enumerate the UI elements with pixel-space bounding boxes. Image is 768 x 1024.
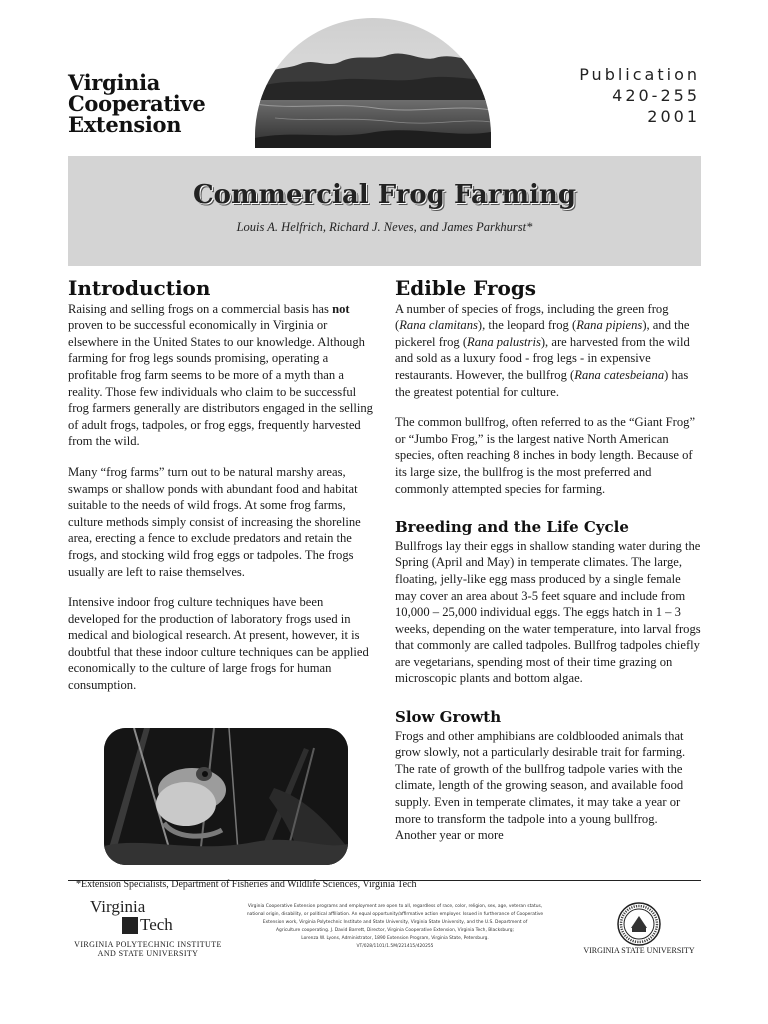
publication-info <box>579 64 700 127</box>
publication-year: 2001 <box>647 107 700 126</box>
vt-logo-word-1: Virginia <box>90 897 146 916</box>
edible-frogs-heading: Edible Frogs <box>395 276 537 300</box>
breeding-paragraph: Bullfrogs lay their eggs in shallow standing water during the Spring (April and May) in temperate climates. The large, floating, jelly-like egg mass produced by a single female may cover an area about 3-5 feet square and include from 10,000 – 25,000 individual eggs. The eggs hatch in 1 – 3 weeks, depending on the water temperature, into larval frogs that commonly are called tadpoles. Bullfrog tadpoles chiefly are vegetarians, spending most of their time grazing on microscopic plants and bottom algae. <box>395 538 701 686</box>
vsu-name: VIRGINIA STATE UNIVERSITY <box>583 946 695 955</box>
vsu-seal-icon <box>617 902 661 946</box>
authors-line: Louis A. Helfrich, Richard J. Neves, and James Parkhurst* <box>236 220 533 234</box>
vt-university-line-2: AND STATE UNIVERSITY <box>97 949 199 958</box>
slow-growth-paragraph: Frogs and other amphibians are coldblooded animals that grow slowly, not a particularly desirable trait for farming. The rate of growth of the bullfrog tadpole varies with the climate, length of the growing season, and available food supply. Even in temperate climates, it may take a year or more to transform the tadpole into a young bullfrog. Another year or more <box>395 728 686 843</box>
brand-line-1: Virginia <box>68 70 161 95</box>
brand-line-3: Extension <box>68 112 182 137</box>
vt-mark-icon <box>122 917 138 934</box>
edible-frogs-paragraph-2: The common bullfrog, often referred to as the “Giant Frog” or “Jumbo Frog,” is the largest native North American species, often reaching 8 inches in body length. Because of its large size, the bullfrog is the most preferred and commonly attempted species for farming. <box>395 415 696 496</box>
virginia-cooperative-extension-logo <box>68 72 268 135</box>
fine-line-2: national origin, disability, or political affiliation. An equal opportunity/affirmative action employer. Issued in furtherance of Cooperative <box>246 912 544 917</box>
intro-paragraph-3: Intensive indoor frog culture techniques have been developed for the production of laboratory frogs used in medical and biological research. At present, however, it is doubtful that these indoor culture techniques can be applied economically to the culture of large frogs for human consumption. <box>68 595 369 693</box>
fine-line-3: Extension work, Virginia Polytechnic Institute and State University, Virginia State University, and the U.S. Department of <box>262 920 528 925</box>
author-footnote: *Extension Specialists, Department of Fisheries and Wildlife Sciences, Virginia Tech <box>76 879 417 890</box>
species-name: Rana pipiens <box>576 318 643 333</box>
nondiscrimination-fine-print <box>220 903 570 951</box>
vt-university-name <box>68 940 228 958</box>
document-title: Commercial Frog Farming <box>192 180 577 210</box>
text-segment: ), and the pickerel frog ( <box>395 318 690 349</box>
text-segment: A number of species of frogs, including the green frog ( <box>395 301 669 333</box>
intro-p1-text-b: proven to be successful economically in Virginia or elsewhere in the United States to our knowledge. Although farming for frog legs sounds promising, operating a profitable frog farm seems to be more of a myth than a reality. Those few individuals who claim to be successful frog farmers generally are distributors engaged in the selling of adult frogs, tadpoles, or frog eggs, frequently harvested from the wild. <box>68 318 373 449</box>
fine-line-5: Lorenza W. Lyons, Administrator, 1890 Extension Program, Virginia State, Petersburg. <box>301 936 489 941</box>
bullfrog-photo <box>104 728 348 865</box>
fine-line-6: VT/028/1101/1.5M/221415/420255 <box>356 944 434 949</box>
left-column <box>68 276 373 708</box>
text-segment: ) has the greatest potential for culture. <box>395 367 689 399</box>
slow-growth-heading: Slow Growth <box>395 708 502 727</box>
intro-paragraph-2: Many “frog farms” turn out to be natural marshy areas, swamps or shallow ponds with abundant food and habitat suitable to the needs of wild frogs. At some frog farms, culture methods simply consist of increasing the shoreline area, erecting a fence to exclude predators and retain the frogs, and stocking wild frog eggs or tadpoles. The frogs usually are left to raise themselves. <box>68 464 361 579</box>
intro-paragraph-1 <box>68 301 373 450</box>
species-name: Rana clamitans <box>399 318 478 333</box>
intro-p1-bold: not <box>332 301 350 316</box>
brand-line-2: Cooperative <box>68 91 206 116</box>
fine-line-1: Virginia Cooperative Extension programs and employment are open to all, regardless of race, color, religion, sex, age, veteran status, <box>247 904 543 909</box>
intro-p1-text-a: Raising and selling frogs on a commercial basis has <box>68 301 333 316</box>
text-segment: ), the leopard frog ( <box>477 318 577 333</box>
publication-number: 420-255 <box>612 86 700 105</box>
species-name: Rana catesbeiana <box>574 367 665 382</box>
vt-university-line-1: VIRGINIA POLYTECHNIC INSTITUTE <box>74 940 222 949</box>
right-column <box>395 276 701 858</box>
fine-line-4: Agriculture cooperating. J. David Barrett, Director, Virginia Cooperative Extension, Virginia Tech, Blacksburg; <box>276 928 514 933</box>
publication-label: Publication <box>579 65 700 84</box>
introduction-heading: Introduction <box>68 276 211 300</box>
text-segment: ), are harvested from the wild and sold as a luxury food - frog legs - in expensive restaurants. However, the bullfrog ( <box>395 334 690 382</box>
edible-frogs-paragraph-1 <box>395 301 701 401</box>
title-band <box>68 156 701 266</box>
species-name: Rana palustris <box>467 334 541 349</box>
breeding-heading: Breeding and the Life Cycle <box>395 518 629 537</box>
vt-logo-word-2: Tech <box>140 915 173 934</box>
pond-landscape-photo <box>255 18 491 148</box>
